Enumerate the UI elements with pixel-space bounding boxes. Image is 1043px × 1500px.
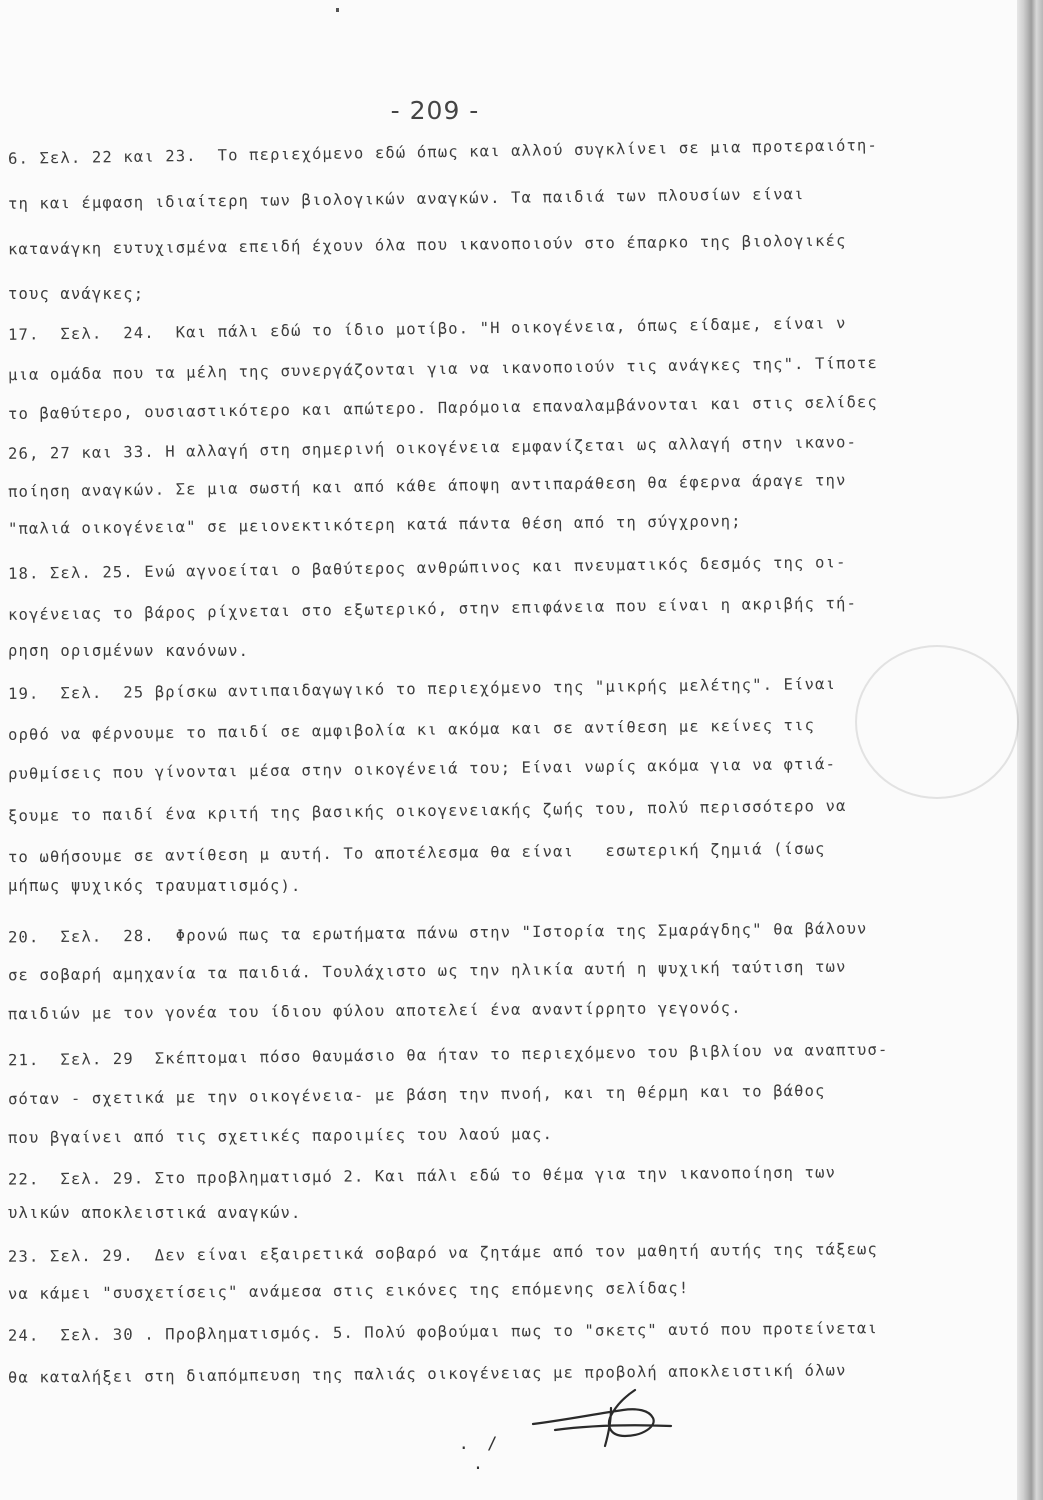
text-line: 19. Σελ. 25 βρίσκω αντιπαιδαγωγικό το περιεχόμενο της "μικρής μελέτης". Είναι [7,674,837,704]
ink-speck [336,8,339,12]
text-line: ξουμε το παιδί ένα κριτή της βασικής οικογενειακής ζωής του, πολύ περισσότερο να [7,796,847,826]
text-line: 21. Σελ. 29 Σκέπτομαι πόσο θαυμάσιο θα ήταν το περιεχόμενο του βιβλίου να αναπτυσ- [7,1040,889,1070]
text-line: σόταν - σχετικά με την οικογένεια- με βάση την πνοή, και τη θέρμη και το βάθος [7,1081,826,1109]
text-line: 26, 27 και 33. Η αλλαγή στη σημερινή οικογένεια εμφανίζεται ως αλλαγή στην ικανο- [7,433,858,463]
text-line: 20. Σελ. 28. Φρονώ πως τα ερωτήματα πάνω στην "Ιστορία της Σμαράγδης" θα βάλουν [7,919,868,947]
text-line: να κάμει "συσχετίσεις" ανάμεσα στις εικόνες της επόμενης σελίδας! [7,1279,690,1303]
text-line: 22. Σελ. 29. Στο προβληματισμό 2. Και πάλι εδώ το θέμα για την ικανοποίηση των [7,1163,837,1189]
text-line: το βαθύτερο, ουσιαστικότερο και απώτερο. Παρόμοια επαναλαμβάνονται και στις σελίδες [7,392,879,424]
binding-edge [1017,0,1043,1500]
text-line: "παλιά οικογένεια" σε μειονεκτικότερη κατά πάντα θέση από τη σύγχρονη; [7,512,742,538]
text-line: υλικών αποκλειστικά αναγκών. [8,1204,302,1222]
text-line: ποίηση αναγκών. Σε μια σωστή και από κάθε άποψη αντιπαράθεση θα έφερνα άραγε την [7,471,847,501]
text-line: 24. Σελ. 30 . Προβληματισμός. 5. Πολύ φοβούμαι πως το "σκετς" αυτό που προτείνεται [7,1319,879,1345]
text-line: παιδιών με τον γονέα του ίδιου φύλου αποτελεί ένα αναντίρρητο γεγονός. [7,998,742,1024]
text-line: μήπως ψυχικός τραυματισμός). [8,877,302,895]
text-line: τους ανάγκες; [8,285,145,303]
page-number: - 209 - [390,96,480,125]
text-line: 17. Σελ. 24. Και πάλι εδώ το ίδιο μοτίβο. "Η οικογένεια, όπως είδαμε, είναι ν [7,314,847,344]
text-line: ρηση ορισμένων κανόνων. [8,642,250,660]
text-line: ρυθμίσεις που γίνονται μέσα στην οικογένειά του; Είναι νωρίς ακόμα για να φτιά- [7,754,837,784]
text-line: μια ομάδα που τα μέλη της συνεργάζονται για να ικανοποιούν τις ανάγκες της". Τίποτε [7,353,879,385]
signature [525,1380,675,1460]
text-line: που βγαίνει από τις σχετικές παροιμίες του λαού μας. [7,1125,554,1147]
text-line: 6. Σελ. 22 και 23. Το περιεχόμενο εδώ όπως και αλλού συγκλίνει σε μια προτεραιότη- [7,136,879,168]
text-line: σε σοβαρή αμηχανία τα παιδιά. Τουλάχιστο ως την ηλικία αυτή η ψυχική ταύτιση των [7,957,847,985]
text-line: το ωθήσουμε σε αντίθεση μ αυτή. Το αποτέλεσμα θα είναι εσωτερική ζημιά (ίσως [7,839,826,867]
faint-stamp [855,645,1019,799]
continuation-mark: . / . [458,1434,502,1474]
text-line: κατανάγκη ευτυχισμένα επειδή έχουν όλα που ικανοποιούν στο έπαρκο της βιολογικές [7,231,847,259]
text-line: κογένειας το βάρος ρίχνεται στο εξωτερικό, στην επιφάνεια που είναι η ακριβής τή- [7,594,858,624]
text-line: τη και έμφαση ιδιαίτερη των βιολογικών αναγκών. Τα παιδιά των πλουσίων είναι [7,185,805,213]
text-line: 23. Σελ. 29. Δεν είναι εξαιρετικά σοβαρό να ζητάμε από τον μαθητή αυτής της τάξεως [7,1240,879,1266]
text-line: ορθό να φέρνουμε το παιδί σε αμφιβολία κι ακόμα και σε αντίθεση με κείνες τις [7,716,816,744]
text-line: θα καταλήξει στη διαπόμπευση της παλιάς οικογένειας με προβολή αποκλειστική όλων [7,1361,847,1387]
text-line: 18. Σελ. 25. Ενώ αγνοείται ο βαθύτερος ανθρώπινος και πνευματικός δεσμός της οι- [7,553,847,583]
